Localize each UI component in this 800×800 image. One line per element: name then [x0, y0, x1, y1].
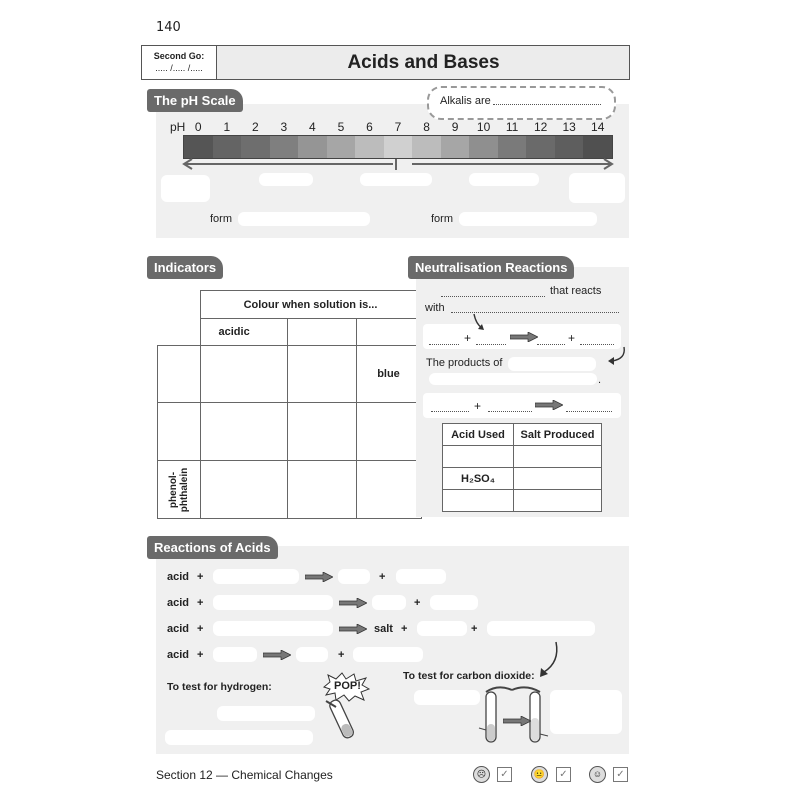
page-title: Acids and Bases	[347, 52, 500, 73]
acid-label-1: acid	[167, 571, 190, 583]
neutral-face-icon: 😐	[531, 766, 548, 783]
tick-box-1[interactable]: ✓	[497, 767, 512, 782]
rx2-blank-1[interactable]	[213, 595, 333, 610]
ph-colour-segment	[384, 136, 413, 158]
ph-number: 2	[251, 120, 259, 134]
ph-number: 10	[476, 120, 491, 134]
neut-eq2-blank-3[interactable]	[566, 411, 612, 412]
indicators-table	[157, 290, 422, 519]
hydrogen-blank-2[interactable]	[165, 730, 313, 745]
rx4-blank-3[interactable]	[353, 647, 423, 662]
neut-eq2-blank-2[interactable]	[488, 411, 532, 412]
cell-blue: blue	[356, 346, 421, 403]
ph-number: 9	[451, 120, 459, 134]
ph-number: 7	[394, 120, 402, 134]
h2so4-cell: H₂SO₄	[443, 468, 514, 490]
plus-1a: +	[197, 571, 204, 583]
ph-number: 0	[194, 120, 202, 134]
rx-arrow-1	[305, 572, 333, 582]
form-left-blank[interactable]	[238, 212, 370, 226]
indicator-name-2[interactable]	[158, 403, 201, 461]
sad-face-icon: ☹	[473, 766, 490, 783]
salt-cell-1[interactable]	[514, 446, 602, 468]
rx-arrow-3	[339, 624, 367, 634]
pop-label: POP!	[334, 680, 361, 692]
co2-blank-2[interactable]	[550, 690, 622, 734]
acid-label-4: acid	[167, 649, 190, 661]
colour-header: Colour when solution is...	[200, 291, 421, 319]
neut-eq-blank-1[interactable]	[429, 344, 459, 345]
cell-3-3[interactable]	[356, 461, 421, 519]
cell-2-3[interactable]	[356, 403, 421, 461]
rx1-blank-3[interactable]	[396, 569, 446, 584]
co2-arrow	[503, 716, 531, 726]
rx-arrow-2	[339, 598, 367, 608]
acidic-header: acidic	[200, 319, 287, 346]
salt-label: salt	[374, 623, 393, 635]
acid-label-2: acid	[167, 597, 190, 609]
rx2-blank-3[interactable]	[430, 595, 478, 610]
acid-cell-1[interactable]	[443, 446, 514, 468]
products-blank-1[interactable]	[508, 357, 596, 371]
plus-3c: +	[471, 623, 478, 635]
hydrogen-test-label: To test for hydrogen:	[167, 681, 272, 693]
second-go-box	[142, 46, 217, 79]
rx3-blank-1[interactable]	[213, 621, 333, 636]
ph-colour-segment	[498, 136, 527, 158]
ph-colour-segment	[412, 136, 441, 158]
ph-colour-segment	[298, 136, 327, 158]
ph-blank-2[interactable]	[259, 173, 313, 186]
rx1-blank-1[interactable]	[213, 569, 299, 584]
neut-eq-blank-2[interactable]	[476, 344, 506, 345]
form-left-label: form	[210, 213, 232, 225]
cell-3-1[interactable]	[200, 461, 287, 519]
form-right-blank[interactable]	[459, 212, 597, 226]
plus-4b: +	[338, 649, 345, 661]
col2-header[interactable]	[287, 319, 356, 346]
ph-colour-segment	[526, 136, 555, 158]
plus-2b: +	[414, 597, 421, 609]
ph-colour-segment	[355, 136, 384, 158]
ph-colour-segment	[555, 136, 584, 158]
acid-salt-table	[442, 423, 602, 512]
neut-eq-blank-3[interactable]	[537, 344, 565, 345]
plus-4a: +	[197, 649, 204, 661]
salt-cell-2[interactable]	[514, 468, 602, 490]
plus-3b: +	[401, 623, 408, 635]
cell-1-1[interactable]	[200, 346, 287, 403]
ph-arrows	[180, 156, 616, 172]
cell-1-2[interactable]	[287, 346, 356, 403]
alkalis-answer-line	[493, 104, 601, 105]
ph-number: 8	[423, 120, 430, 134]
happy-face-icon: ☺	[589, 766, 606, 783]
co2-blank-1[interactable]	[414, 690, 480, 705]
neut-arrow-2	[535, 400, 563, 410]
section-footer: Section 12 — Chemical Changes	[156, 768, 333, 782]
that-reacts-label: that reacts	[550, 285, 602, 297]
neut-plus-1: +	[464, 331, 472, 345]
co2-test-label: To test for carbon dioxide:	[403, 670, 535, 682]
neut-plus-3: +	[474, 399, 482, 413]
with-label: with	[425, 302, 445, 314]
ph-colour-segment	[270, 136, 299, 158]
neut-plus-2: +	[568, 331, 576, 345]
rx2-blank-2[interactable]	[372, 595, 406, 610]
rx4-blank-1[interactable]	[213, 647, 257, 662]
second-go-label: Second Go:	[153, 51, 205, 61]
ph-blank-1[interactable]	[161, 175, 210, 202]
test-tube-icon	[322, 695, 362, 747]
neut-line-1	[441, 296, 545, 297]
ph-colour-segment	[184, 136, 213, 158]
page-number: 140	[156, 20, 181, 35]
indicator-name-1[interactable]	[158, 346, 201, 403]
tick-box-3[interactable]: ✓	[613, 767, 628, 782]
ph-colour-segment	[441, 136, 470, 158]
ph-blank-3[interactable]	[360, 173, 432, 186]
products-of-label: The products of	[426, 357, 503, 369]
rx1-blank-2[interactable]	[338, 569, 370, 584]
ph-colour-segment	[241, 136, 270, 158]
ph-colour-segment	[583, 136, 612, 158]
cell-2-1[interactable]	[200, 403, 287, 461]
neut-curved-arrow-2	[606, 345, 628, 367]
neut-eq2-box	[423, 393, 621, 418]
ph-number: 3	[280, 120, 288, 134]
form-right-label: form	[431, 213, 453, 225]
products-blank-2[interactable]	[429, 373, 597, 385]
ph-colour-segment	[327, 136, 356, 158]
ph-axis-label: pH	[170, 120, 186, 134]
rx3-blank-2[interactable]	[417, 621, 467, 636]
ph-number: 14	[591, 120, 605, 134]
neut-curved-arrow-1	[470, 312, 486, 332]
ph-number: 4	[309, 120, 316, 134]
page-header	[141, 45, 630, 80]
ph-scale-tab: The pH Scale	[147, 89, 243, 112]
neutralisation-tab: Neutralisation Reactions	[408, 256, 574, 279]
alkalis-label: Alkalis are	[440, 95, 491, 107]
plus-1b: +	[379, 571, 386, 583]
salt-cell-3[interactable]	[514, 490, 602, 512]
col3-header[interactable]	[356, 319, 421, 346]
ph-blank-4[interactable]	[469, 173, 539, 186]
ph-number: 12	[533, 120, 548, 134]
neut-arrow-1	[510, 332, 538, 342]
ph-number: 1	[223, 120, 231, 134]
hydrogen-blank-1[interactable]	[217, 706, 315, 721]
phenolphthalein-label	[158, 461, 201, 519]
rx-arrow-4	[263, 650, 291, 660]
salt-produced-header: Salt Produced	[514, 424, 602, 446]
acid-label-3: acid	[167, 623, 190, 635]
ph-number: 11	[505, 120, 519, 134]
tick-box-2[interactable]: ✓	[556, 767, 571, 782]
ph-colour-segment	[469, 136, 498, 158]
rx4-blank-2[interactable]	[296, 647, 328, 662]
acid-cell-3[interactable]	[443, 490, 514, 512]
plus-3a: +	[197, 623, 204, 635]
phenolphthalein-text: phenol-phthalein	[167, 467, 190, 512]
indicators-tab: Indicators	[147, 256, 223, 279]
cell-3-2[interactable]	[287, 461, 356, 519]
co2-curved-arrow	[538, 640, 562, 680]
second-go-date: ..... /..... /.....	[155, 63, 203, 73]
plus-2a: +	[197, 597, 204, 609]
ph-colour-segment	[213, 136, 242, 158]
reactions-tab: Reactions of Acids	[147, 536, 278, 559]
cell-2-2[interactable]	[287, 403, 356, 461]
ph-number: 6	[366, 120, 373, 134]
rx3-blank-3[interactable]	[487, 621, 595, 636]
neut-eq2-blank-1[interactable]	[431, 411, 469, 412]
ph-number: 5	[337, 120, 345, 134]
ph-blank-5[interactable]	[569, 173, 625, 203]
ph-number: 13	[562, 120, 576, 134]
acid-used-header: Acid Used	[443, 424, 514, 446]
